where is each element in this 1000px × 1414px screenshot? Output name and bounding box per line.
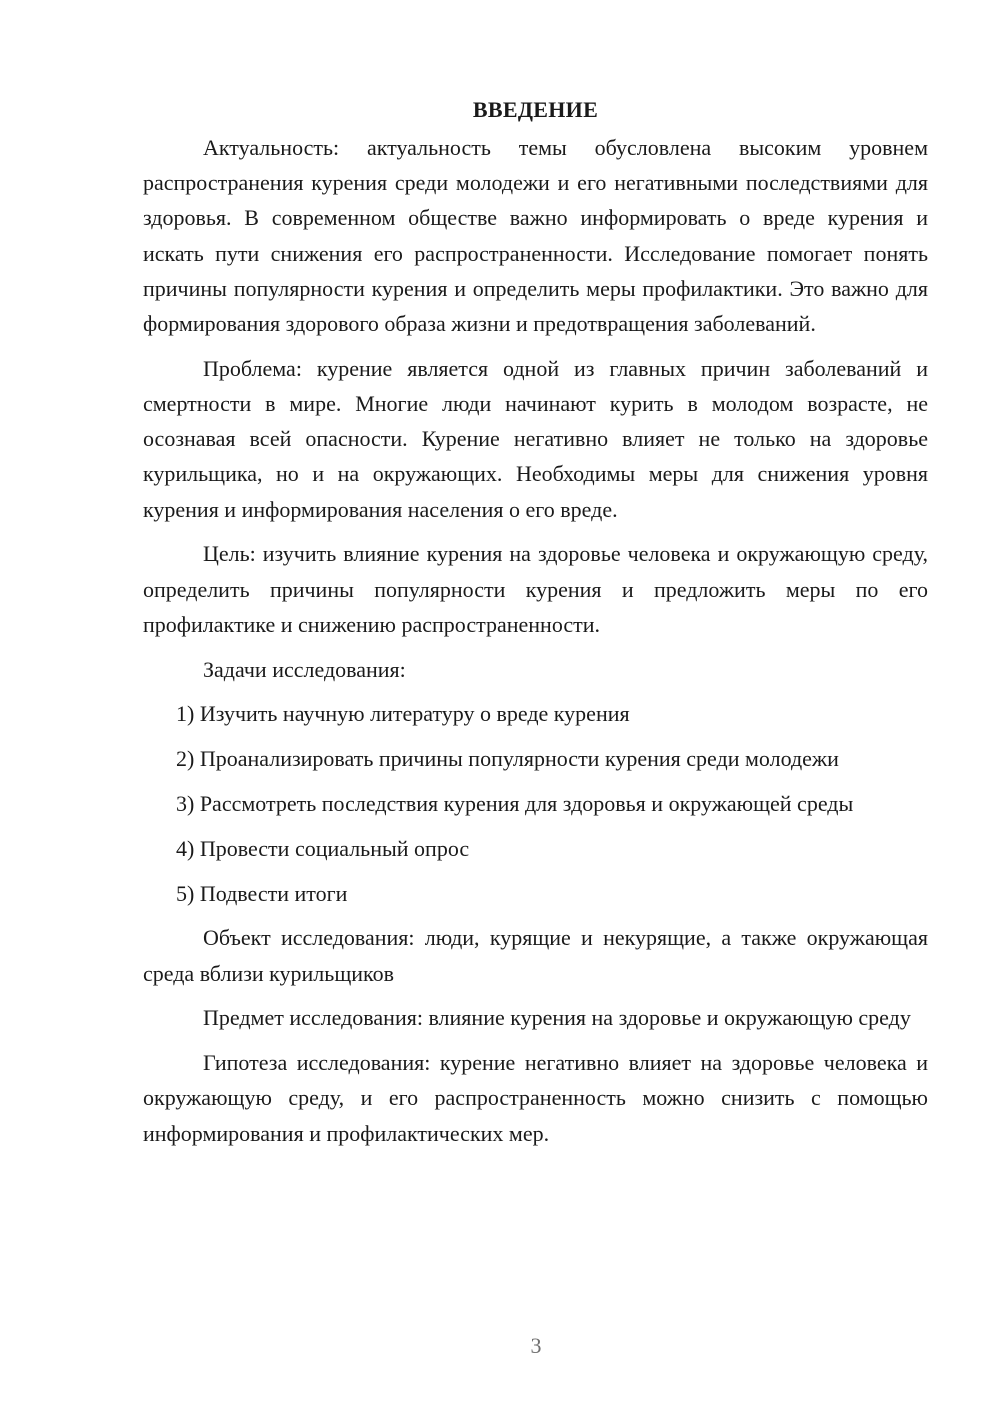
list-item: 3) Рассмотреть последствия курения для здоровья и окружающей среды bbox=[176, 791, 854, 817]
subject-paragraph: Предмет исследования: влияние курения на здоровье и окружающую среду bbox=[203, 1005, 911, 1031]
list-item: 4) Провести социальный опрос bbox=[176, 835, 470, 861]
list-item: 5) Подвести итоги bbox=[176, 880, 348, 906]
list-item: 1) Изучить научную литературу о вреде курения bbox=[176, 701, 630, 727]
hypothesis-paragraph: Гипотеза исследования: курение негативно влияет на здоровье человека и окружающую среду, и его распространенность можно снизить с помощью информирования и профилактических мер. bbox=[143, 1050, 928, 1146]
object-paragraph: Объект исследования: люди, курящие и некурящие, а также окружающая среда вблизи курильщиков bbox=[143, 925, 928, 986]
goal-paragraph: Цель: изучить влияние курения на здоровье человека и окружающую среду, определить причины популярности курения и предложить меры по его профилактике и снижению распространенности. bbox=[143, 541, 928, 637]
list-item: 2) Проанализировать причины популярности курения среди молодежи bbox=[176, 746, 839, 772]
page-number: 3 bbox=[530, 1333, 542, 1358]
tasks-label: Задачи исследования: bbox=[203, 656, 406, 682]
section-heading: ВВЕДЕНИЕ bbox=[472, 97, 599, 122]
problem-paragraph: Проблема: курение является одной из главных причин заболеваний и смертности в мире. Многие люди начинают курить в молодом возрасте, не осознавая всей опасности. Курение негативно влияет не только на здоровье курильщика, но и на окружающих. Необходимы меры для снижения уровня курения и информирования населения о его вреде. bbox=[143, 355, 928, 522]
tasks-list bbox=[143, 696, 928, 910]
document-page bbox=[143, 92, 928, 1160]
relevance-paragraph: Актуальность: актуальность темы обусловлена высоким уровнем распространения курения среди молодежи и его негативными последствиями для здоровья. В современном обществе важно информировать о вреде курения и искать пути снижения его распространенности. Исследование помогает понять причины популярности курения и определить меры профилактики. Это важно для формирования здорового образа жизни и предотвращения заболеваний. bbox=[143, 135, 928, 337]
